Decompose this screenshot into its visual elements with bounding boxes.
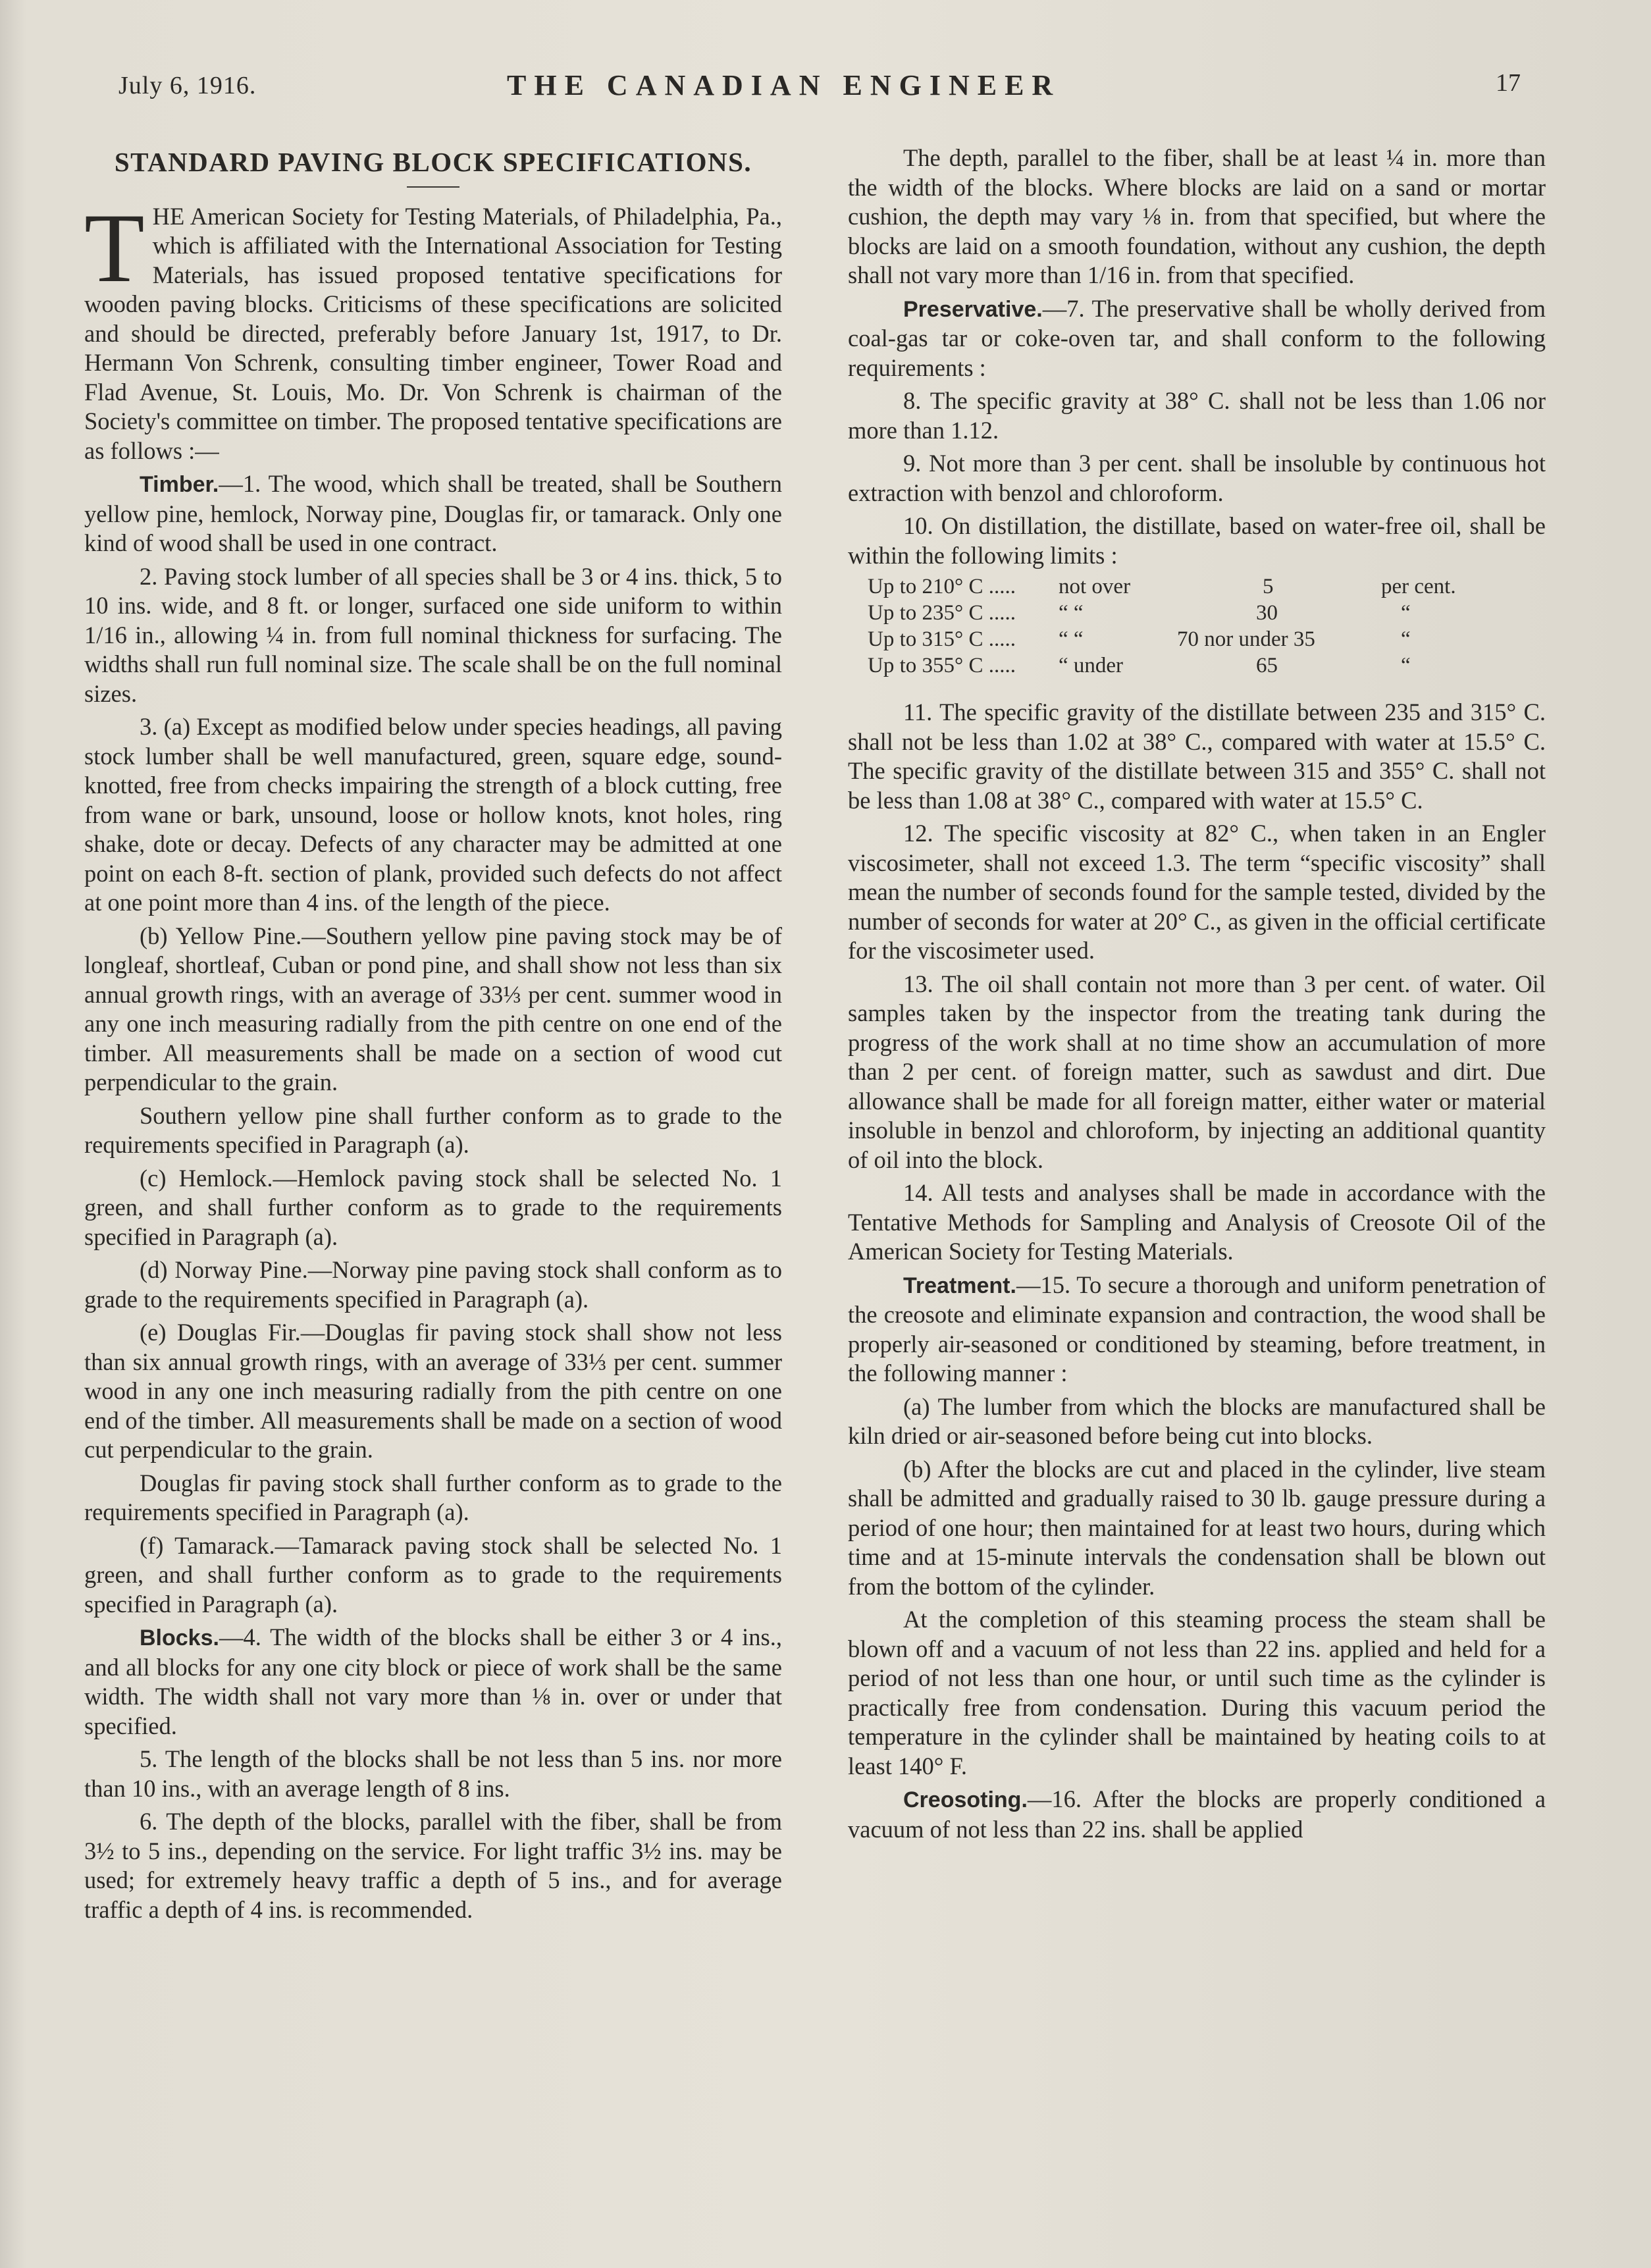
- intro-text: HE American Society for Testing Materials, of Philadelphia, Pa., which is affiliated with the International Association for Testing Materials, has issued proposed tentative specifications for wooden paving blocks. Criticisms of these specifications are solicited and should be directed, preferably before January 1st, 1917, to Dr. Hermann Von Schrenk, consulting timber engineer, Tower Road and Flad Avenue, St. Louis, Mo. Dr. Von Schrenk is chairman of the Society's committee on timber. The proposed tentative specifications are as follows :—: [84, 202, 782, 464]
- paragraph-4: [84, 1623, 782, 1741]
- paragraph-1: [84, 469, 782, 558]
- section-heading-treatment: Treatment.: [903, 1273, 1016, 1298]
- paragraph-14: 14. All tests and analyses shall be made in accordance with the Tentative Methods for Sampling and Analysis of Creosote Oil of the American Society for Testing Materials.: [848, 1179, 1546, 1265]
- paragraph-16-text: —16. After the blocks are properly conditioned a vacuum of not less than 22 ins. shall be applied: [848, 1785, 1546, 1843]
- section-heading-blocks: Blocks.: [140, 1625, 219, 1650]
- paragraph-3f: (f) Tamarack.—Tamarack paving stock shall be selected No. 1 green, and shall further conform as to grade to the requirements specified in Paragraph (a).: [84, 1531, 782, 1618]
- paragraph-2: 2. Paving stock lumber of all species shall be 3 or 4 ins. thick, 5 to 10 ins. wide, and 8 ft. or longer, surfaced one side uniform to within 1/16 in., allowing ¼ in. from full nominal thickness for surfacing. The widths shall run full nominal size. The scale shall be on the full nominal sizes.: [84, 562, 782, 707]
- journal-title: THE CANADIAN ENGINEER: [507, 69, 1061, 101]
- paragraph-3e-cont: Douglas fir paving stock shall further conform as to grade to the requirements specified in Paragraph (a).: [84, 1469, 782, 1525]
- paragraph-12: 12. The specific viscosity at 82° C., when taken in an Engler viscosimeter, shall not exceed 1.3. The term “specific viscosity” shall mean the number of seconds found for the sample tested, divided by the number of seconds for water at 20° C., as given in the official certificate for the viscosimeter used.: [848, 820, 1546, 964]
- paragraph-3e: (e) Douglas Fir.—Douglas fir paving stock shall show not less than six annual growth rings, with an average of 33⅓ per cent. summer wood in any one inch measuring radially from the pith centre on one end of the timber. All measurements shall be made on a section of wood cut perpendicular to the grain.: [84, 1319, 782, 1463]
- limit-value: 30: [1256, 601, 1278, 625]
- page-number: 17: [1496, 69, 1521, 97]
- paragraph-7: [848, 294, 1546, 383]
- paragraph-7-text: —7. The preservative shall be wholly derived from coal-gas tar or coke-oven tar, and shall conform to the following requirements :: [848, 294, 1546, 381]
- distillation-limits-table: [868, 574, 1546, 690]
- limits-row: [868, 653, 1500, 678]
- paragraph-15b: (b) After the blocks are cut and placed in the cylinder, live steam shall be admitted and gradually raised to 30 lb. gauge pressure during a period of one hour; then maintained for at least two hours, during which time and at 15-minute intervals the condensation shall be blown out from the bottom of the cylinder.: [848, 1455, 1546, 1600]
- issue-date: July 6, 1916.: [118, 72, 257, 99]
- paragraph-8: 8. The specific gravity at 38° C. shall not be less than 1.06 nor more than 1.12.: [848, 387, 1546, 444]
- limit-condition: not over: [1059, 575, 1131, 598]
- paragraph-3a: 3. (a) Except as modified below under species headings, all paving stock lumber shall be well manufactured, green, square edge, sound-knotted, free from checks impairing the strength of a block cutting, free from wane or bark, unsound, loose or hollow knots, knot holes, ring shake, dote or decay. Defects of any character may be admitted at one point on each 8-ft. section of plank, provided such defects do not affect at one point more than 4 ins. of the length of the piece.: [84, 713, 782, 916]
- paragraph-3c: (c) Hemlock.—Hemlock paving stock shall be selected No. 1 green, and shall further conform as to grade to the requirements specified in Paragraph (a).: [84, 1164, 782, 1250]
- limit-temp: Up to 355° C .....: [868, 654, 1016, 677]
- section-heading-creosoting: Creosoting.: [903, 1787, 1028, 1812]
- paragraph-13: 13. The oil shall contain not more than 3 per cent. of water. Oil samples taken by the inspector from the treating tank during the progress of the work shall at no time show an accumulation of more than 2 per cent. of foreign matter, such as sawdust and dirt. Due allowance shall be made for all foreign matter, either water or material insoluble in benzol and chloroform, by injecting an additional quantity of oil into the block.: [848, 970, 1546, 1173]
- limit-condition: “ under: [1059, 654, 1124, 677]
- intro-paragraph: [84, 193, 782, 466]
- limit-unit: “: [1401, 601, 1411, 625]
- paragraph-5: 5. The length of the blocks shall be not less than 5 ins. nor more than 10 ins., with an average length of 8 ins.: [84, 1745, 782, 1802]
- paragraph-9: 9. Not more than 3 per cent. shall be insoluble by continuous hot extraction with benzol and chloroform.: [848, 450, 1546, 506]
- left-column: [84, 138, 782, 1928]
- limit-unit: “: [1401, 654, 1411, 677]
- limit-condition: “ “: [1059, 601, 1084, 625]
- limits-row: [868, 600, 1500, 625]
- limit-temp: Up to 235° C .....: [868, 601, 1016, 625]
- limit-unit: per cent.: [1381, 575, 1456, 598]
- title-rule: [407, 186, 459, 188]
- paragraph-11: 11. The specific gravity of the distillate between 235 and 315° C. shall not be less than 1.02 at 38° C., compared with water at 15.5° C. The specific gravity of the distillate between 315 and 355° C. shall not be less than 1.08 at 38° C., compared with water at 15.5° C.: [848, 699, 1546, 814]
- paragraph-10: 10. On distillation, the distillate, based on water-free oil, shall be within the following limits :: [848, 512, 1546, 569]
- paragraph-3b: (b) Yellow Pine.—Southern yellow pine paving stock may be of longleaf, shortleaf, Cuban or pond pine, and shall show not less than six annual growth rings, with an average of 33⅓ per cent. summer wood in any one inch measuring radially from the pith centre on one end of the timber. All measurements shall be made on a section of wood cut perpendicular to the grain.: [84, 922, 782, 1095]
- paragraph-6b: The depth, parallel to the fiber, shall be at least ¼ in. more than the width of the blocks. Where blocks are laid on a sand or mortar cushion, the depth may vary ⅛ in. from that specified, but where the blocks are laid on a smooth foundation, without any cushion, the depth shall not vary more than 1/16 in. from that specified.: [848, 144, 1546, 288]
- section-heading-preservative: Preservative.: [903, 296, 1043, 322]
- limit-value: 5: [1263, 575, 1274, 598]
- paragraph-4-text: —4. The width of the blocks shall be either 3 or 4 ins., and all blocks for any one city block or piece of work shall be the same width. The width shall not vary more than ⅛ in. over or under that specified.: [84, 1623, 782, 1739]
- paragraph-3b-cont: Southern yellow pine shall further conform as to grade to the requirements specified in Paragraph (a).: [84, 1101, 782, 1158]
- limit-temp: Up to 315° C .....: [868, 627, 1016, 651]
- paragraph-15c: At the completion of this steaming process the steam shall be blown off and a vacuum of not less than 22 ins. applied and held for a period of not less than one hour, or until such time as the cylinder is practically free from condensation. During this vacuum period the temperature in the cylinder shall be maintained by heating coils to at least 140° F.: [848, 1606, 1546, 1780]
- limit-condition: “ “: [1059, 627, 1084, 651]
- section-heading-timber: Timber.: [140, 472, 219, 497]
- drop-cap: T: [84, 193, 145, 303]
- paragraph-15a: (a) The lumber from which the blocks are manufactured shall be kiln dried or air-seasoned before being cut into blocks.: [848, 1392, 1546, 1449]
- limit-temp: Up to 210° C .....: [868, 575, 1016, 598]
- limit-unit: “: [1401, 627, 1411, 651]
- paragraph-15-text: —15. To secure a thorough and uniform penetration of the creosote and eliminate expansion and contraction, the wood shall be properly air-seasoned or conditioned by steaming, before treatment, in the following manner :: [848, 1271, 1546, 1386]
- paragraph-16: [848, 1785, 1546, 1844]
- page-header: [112, 66, 1527, 112]
- paragraph-15: [848, 1271, 1546, 1388]
- limits-row: [868, 574, 1500, 599]
- article-title: STANDARD PAVING BLOCK SPECIFICATIONS.: [114, 147, 752, 177]
- right-column: [848, 144, 1546, 1848]
- limit-value: 65: [1256, 654, 1278, 677]
- paragraph-6: 6. The depth of the blocks, parallel with the fiber, shall be from 3½ to 5 ins., depending on the service. For light traffic 3½ ins. may be used; for extremely heavy traffic a depth of 5 ins., and for average traffic a depth of 4 ins. is recommended.: [84, 1808, 782, 1923]
- limits-row: [868, 627, 1500, 652]
- paragraph-1-text: —1. The wood, which shall be treated, shall be Southern yellow pine, hemlock, Norway pine, Douglas fir, or tamarack. Only one kind of wood shall be used in one contract.: [84, 470, 782, 556]
- paragraph-3d: (d) Norway Pine.—Norway pine paving stock shall conform as to grade to the requirements specified in Paragraph (a).: [84, 1256, 782, 1313]
- limit-value: 70 nor under 35: [1177, 627, 1315, 651]
